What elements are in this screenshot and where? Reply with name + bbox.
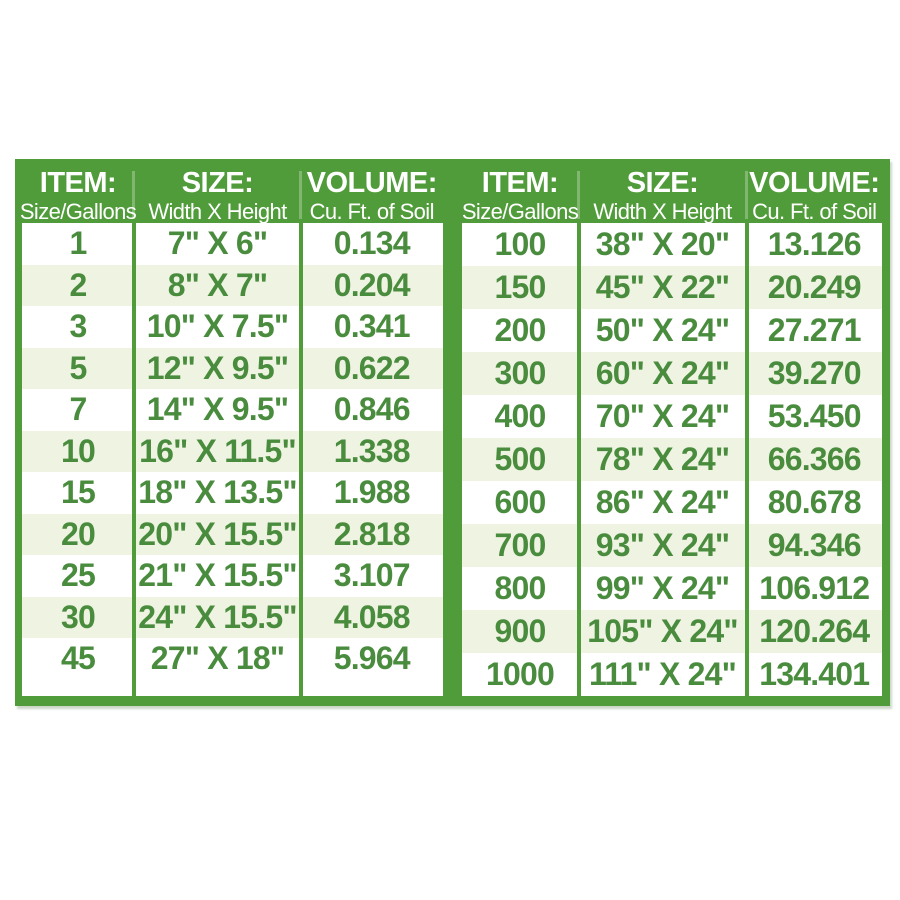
size-cell: 24" X 15.5" [138,598,297,635]
item-cell: 800 [494,570,546,606]
table-row [22,389,443,431]
table-row [22,265,443,307]
size-cell: 21" X 15.5" [138,557,297,594]
header-item-column [19,166,137,224]
table-row [22,306,443,348]
volume-cell: 39.270 [767,355,861,391]
volume-cell: 0.341 [333,308,410,345]
size-cell: 7" X 6" [167,225,268,262]
header-volume-label: VOLUME: [306,166,437,199]
size-cell: 18" X 13.5" [138,474,297,511]
table-row [22,431,443,473]
column-divider [132,223,136,696]
header-item-label: ITEM: [481,166,559,199]
volume-cell: 1.988 [333,474,410,511]
size-cell: 10" X 7.5" [146,308,289,345]
item-cell: 300 [494,355,546,391]
item-cell: 45 [61,640,95,677]
header-divider [745,171,748,219]
volume-cell: 0.134 [333,225,410,262]
size-cell: 78" X 24" [595,441,730,477]
table-row [462,481,883,524]
item-cell: 1000 [486,656,554,692]
item-cell: 1 [69,225,87,262]
header-size-label: SIZE: [626,166,699,199]
size-cell: 105" X 24" [587,613,738,649]
volume-cell: 53.450 [767,398,861,434]
size-cell: 45" X 22" [595,269,730,305]
table-row [22,223,443,265]
table-row [462,395,883,438]
table-row [22,514,443,556]
volume-cell: 134.401 [759,656,870,692]
column-divider [745,223,749,696]
header-volume-label: VOLUME: [749,166,880,199]
size-cell: 86" X 24" [595,484,730,520]
size-cell: 50" X 24" [595,312,730,348]
header-size-column [134,166,301,223]
table-row [462,352,883,395]
volume-cell: 120.264 [759,613,870,649]
item-cell: 20 [61,515,95,552]
header-item-column [462,166,579,223]
item-cell: 600 [494,484,546,520]
table-row [462,223,883,266]
header-volume-column [747,166,883,223]
header-divider [132,171,135,219]
size-cell: 111" X 24" [589,656,736,692]
volume-cell: 0.622 [333,349,410,386]
volume-cell: 5.964 [333,640,410,677]
table-row [462,438,883,481]
table-row [22,348,443,390]
table-row [462,524,883,567]
table-row [462,610,883,653]
header-size-label: SIZE: [181,166,254,199]
item-cell: 30 [61,598,95,635]
column-divider [577,223,581,696]
item-cell: 3 [69,308,87,345]
volume-cell: 0.846 [333,391,410,428]
item-cell: 400 [494,398,546,434]
header-divider [299,171,302,219]
size-cell: 20" X 15.5" [138,515,297,552]
header-size-sublabel: Width X Height [593,198,732,224]
header-volume-sublabel: Cu. Ft. of Soil [309,198,434,224]
volume-cell: 80.678 [767,484,861,520]
volume-cell: 66.366 [767,441,861,477]
size-cell: 38" X 20" [595,226,730,262]
item-cell: 7 [69,391,87,428]
volume-cell: 0.204 [333,266,410,303]
size-cell: 8" X 7" [167,266,268,303]
volume-cell: 3.107 [333,557,410,594]
header-item-label: ITEM: [39,166,117,199]
table-row [462,567,883,610]
table-row [22,597,443,639]
header-volume-column [301,166,443,223]
table-row [22,555,443,597]
volume-cell: 4.058 [333,598,410,635]
size-cell: 16" X 11.5" [139,432,296,469]
header-size-column [579,166,747,223]
table-row [462,653,883,696]
item-cell: 25 [61,557,95,594]
header-size-sublabel: Width X Height [148,198,287,224]
item-cell: 150 [494,269,546,305]
volume-cell: 2.818 [333,515,410,552]
column-divider [299,223,303,696]
header-divider [577,171,580,219]
item-cell: 5 [69,349,87,386]
item-cell: 15 [61,474,95,511]
volume-cell: 20.249 [767,269,861,305]
table-header [19,166,443,224]
table-header [462,166,883,223]
large-sizes-table [462,166,883,696]
small-sizes-table-body [22,223,443,696]
size-cell: 27" X 18" [150,640,285,677]
size-cell: 14" X 9.5" [146,391,289,428]
item-cell: 10 [61,432,95,469]
volume-cell: 94.346 [767,527,861,563]
table-row [462,309,883,352]
small-sizes-table [19,166,443,696]
size-cell: 70" X 24" [595,398,730,434]
size-cell: 12" X 9.5" [146,349,289,386]
item-cell: 500 [494,441,546,477]
item-cell: 100 [494,226,546,262]
table-row [22,472,443,514]
volume-cell: 13.126 [767,226,861,262]
size-cell: 99" X 24" [595,570,730,606]
header-item-sublabel: Size/Gallons [461,198,579,224]
header-volume-sublabel: Cu. Ft. of Soil [752,198,877,224]
soil-volume-table-frame [15,159,890,706]
volume-cell: 1.338 [333,432,410,469]
item-cell: 900 [494,613,546,649]
table-row [22,638,443,680]
volume-cell: 27.271 [767,312,861,348]
item-cell: 2 [69,266,87,303]
volume-cell: 106.912 [759,570,870,606]
size-cell: 93" X 24" [595,527,730,563]
header-item-sublabel: Size/Gallons [19,198,137,224]
item-cell: 200 [494,312,546,348]
size-cell: 60" X 24" [595,355,730,391]
table-row [462,266,883,309]
item-cell: 700 [494,527,546,563]
large-sizes-table-body [462,223,883,696]
